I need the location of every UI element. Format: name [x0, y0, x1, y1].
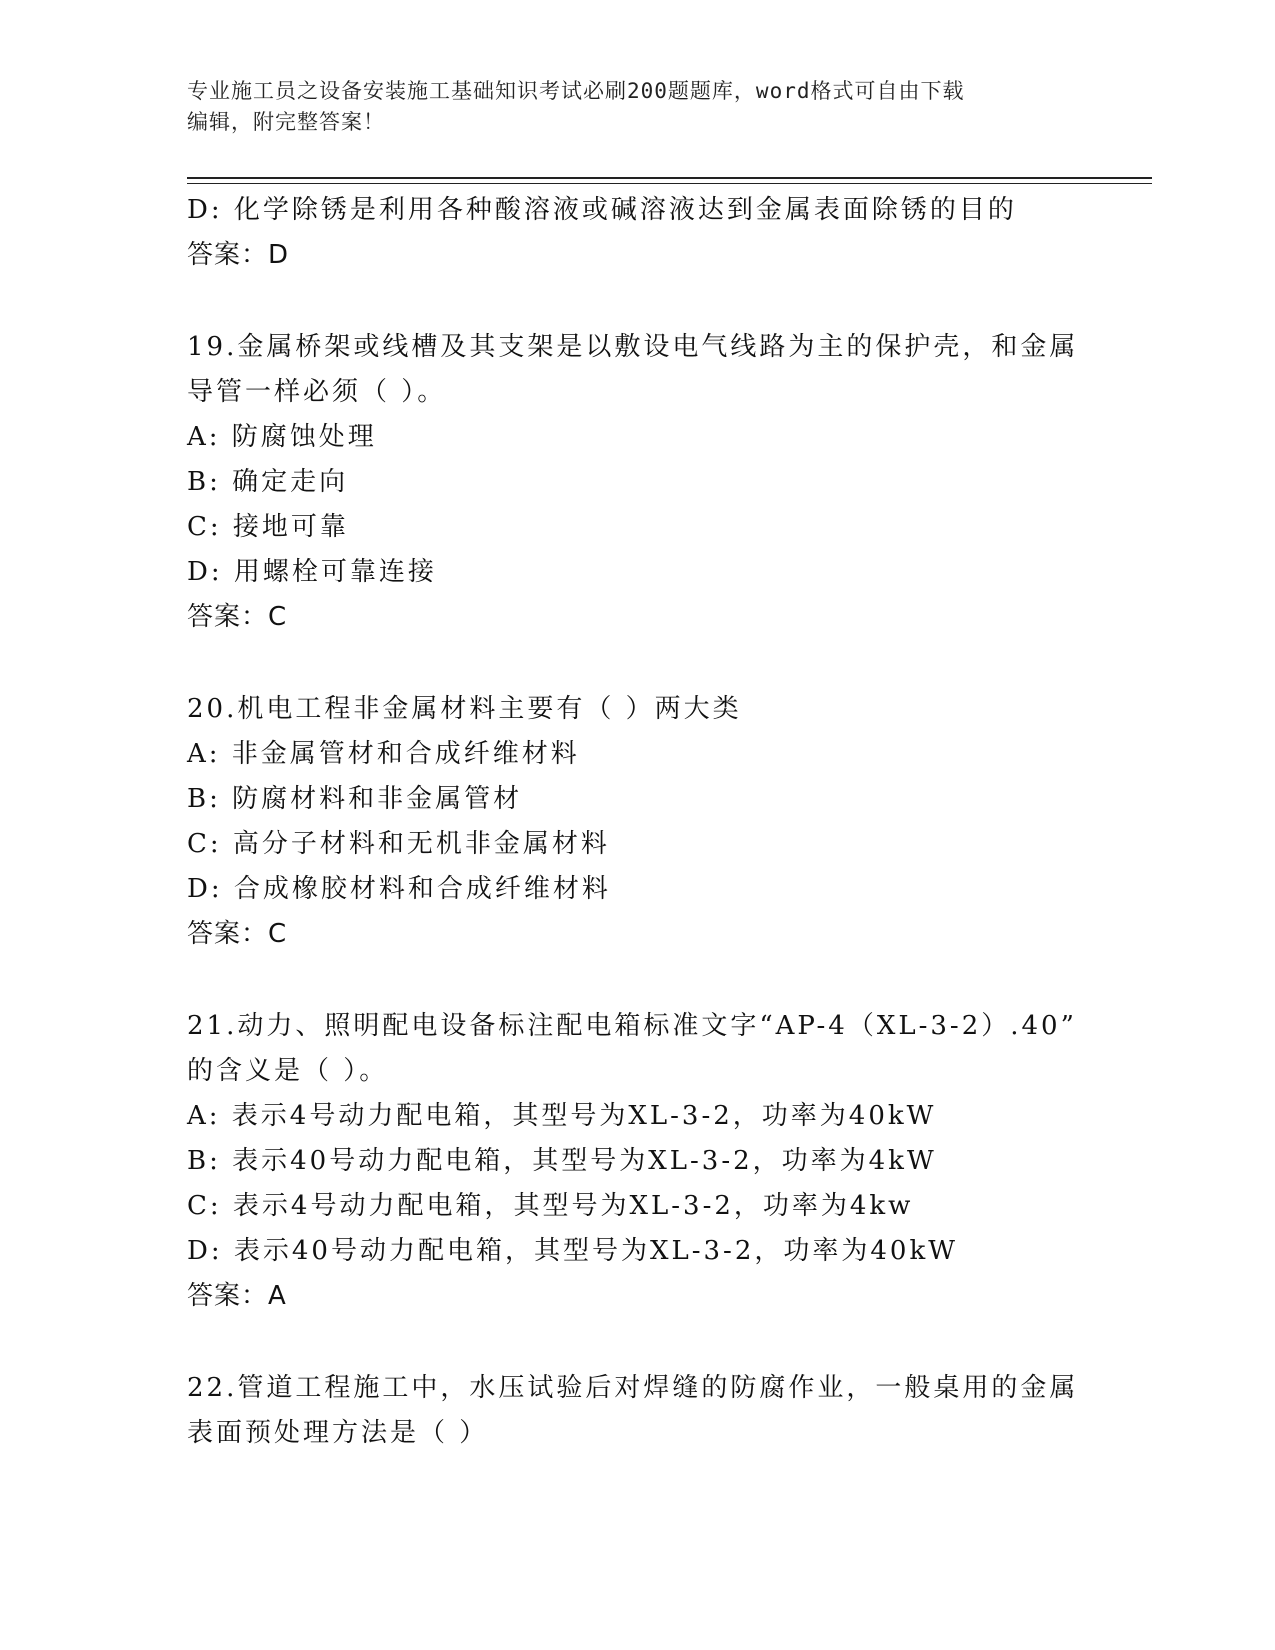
- question-21-stem-line-1: 21.动力、照明配电设备标注配电箱标准文字“AP-4（XL-3-2）.40”: [187, 1011, 1077, 1041]
- page-header: [187, 76, 1067, 138]
- prev-answer: 答案：D: [187, 240, 290, 270]
- question-21-option-d: D: 表示40号动力配电箱，其型号为XL-3-2，功率为40kW: [187, 1236, 958, 1266]
- question-19-option-d: D: 用螺栓可靠连接: [187, 557, 437, 587]
- question-21-answer: 答案：A: [187, 1281, 287, 1311]
- question-19-stem-line-2: 导管一样必须（ ）。: [187, 377, 447, 407]
- question-21-option-c: C: 表示4号动力配电箱，其型号为XL-3-2，功率为4kw: [187, 1191, 914, 1221]
- question-22: [187, 1366, 1147, 1456]
- question-21-option-a: A: 表示4号动力配电箱，其型号为XL-3-2，功率为40kW: [187, 1101, 937, 1131]
- question-21: [187, 1004, 1147, 1319]
- question-21-stem-line-2: 的含义是（ ）。: [187, 1056, 389, 1086]
- spacer: [187, 957, 1147, 1004]
- header-divider-thick: [187, 177, 1152, 179]
- question-19-stem-line-1: 19.金属桥架或线槽及其支架是以敷设电气线路为主的保护壳，和金属: [187, 332, 1079, 362]
- header-title-line-1: 专业施工员之设备安装施工基础知识考试必刷200题题库，word格式可自由下载: [187, 79, 965, 103]
- question-22-stem-line-2: 表面预处理方法是（ ）: [187, 1418, 489, 1448]
- question-20-option-a: A: 非金属管材和合成纤维材料: [187, 739, 580, 769]
- header-divider-thin: [187, 183, 1152, 184]
- spacer: [187, 278, 1147, 325]
- question-22-stem-line-1: 22.管道工程施工中，水压试验后对焊缝的防腐作业，一般桌用的金属: [187, 1373, 1079, 1403]
- question-19-option-b: B: 确定走向: [187, 467, 349, 497]
- question-20-option-b: B: 防腐材料和非金属管材: [187, 784, 523, 814]
- question-list: [187, 188, 1147, 1456]
- question-21-option-b: B: 表示40号动力配电箱，其型号为XL-3-2，功率为4kW: [187, 1146, 937, 1176]
- question-20-option-c: C: 高分子材料和无机非金属材料: [187, 829, 610, 859]
- question-20: [187, 687, 1147, 957]
- question-20-answer: 答案：C: [187, 919, 288, 949]
- question-19-option-a: A: 防腐蚀处理: [187, 422, 377, 452]
- question-19: [187, 325, 1147, 640]
- question-20-option-d: D: 合成橡胶材料和合成纤维材料: [187, 874, 611, 904]
- spacer: [187, 1319, 1147, 1366]
- spacer: [187, 640, 1147, 687]
- question-20-stem-line-1: 20.机电工程非金属材料主要有（ ）两大类: [187, 694, 742, 724]
- header-title-line-2: 编辑，附完整答案！: [187, 110, 385, 134]
- question-19-option-c: C: 接地可靠: [187, 512, 349, 542]
- prev-option-d: D: 化学除锈是利用各种酸溶液或碱溶液达到金属表面除锈的目的: [187, 195, 1017, 225]
- question-19-answer: 答案：C: [187, 602, 288, 632]
